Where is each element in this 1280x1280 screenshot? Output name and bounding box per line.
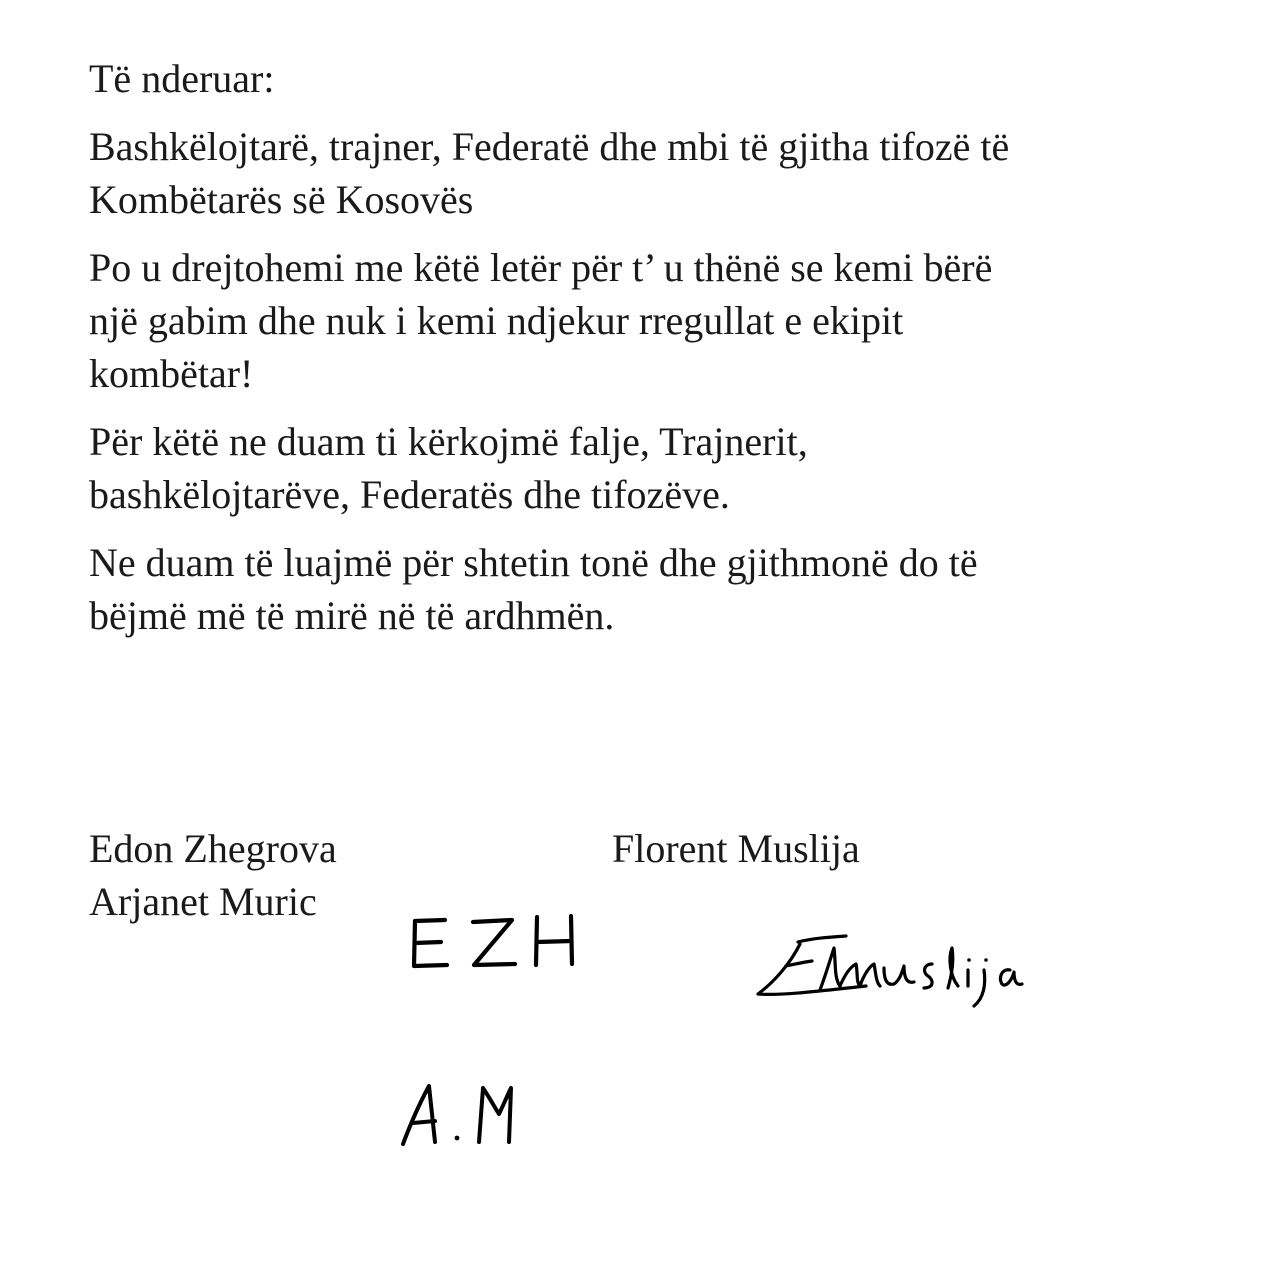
signature-am [395,1078,520,1153]
paragraph-1: Bashkëlojtarë, trajner, Federatë dhe mbi të gjitha tifozë të Kombëtarës së Kosovës [89,124,1010,222]
paragraph-2: Po u drejtohemi me këtë letër për t’ u thënë se kemi bërë një gabim dhe nuk i kemi ndjekur rregullat e ekipit kombëtar! [89,245,993,396]
paragraph-3: Për këtë ne duam ti kërkojmë falje, Trajnerit, bashkëlojtarëve, Federatës dhe tifozëve. [89,419,808,517]
signatory-name-edon-zhegrova: Edon Zhegrova [89,826,337,871]
signatory-name-florent-muslija: Florent Muslija [612,826,860,871]
paragraph-4: Ne duam të luajmë për shtetin tonë dhe gjithmonë do të bëjmë më të mirë në të ardhmën. [89,540,978,638]
letter-body [89,52,1209,642]
signature-fmuslija [748,930,1033,1015]
signature-ezh [405,908,580,978]
signatory-name-arjanet-muric: Arjanet Muric [89,879,317,924]
salutation: Të nderuar: [89,56,275,101]
